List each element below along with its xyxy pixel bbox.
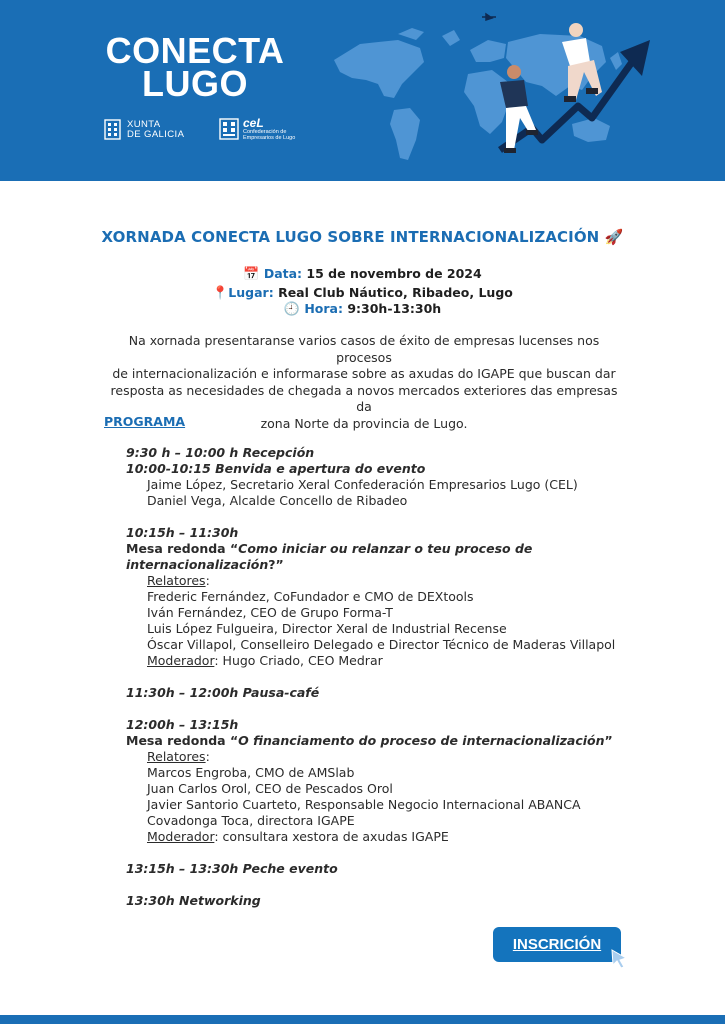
intro-line: resposta as necesidades de chegada a novos mercados exteriores das empresas da bbox=[110, 382, 618, 414]
date-value: 15 de novembro de 2024 bbox=[306, 266, 482, 281]
panel2-moderator: Moderador: consultara xestora de axudas IGAPE bbox=[147, 829, 449, 844]
calendar-icon: 📅 bbox=[243, 267, 260, 282]
panel1-topic-a: Como iniciar ou relanzar o teu proceso de bbox=[238, 541, 533, 556]
event-date bbox=[0, 266, 725, 282]
agenda-speaker: Jaime López, Secretario Xeral Confederación Empresarios Lugo (CEL) bbox=[147, 477, 578, 492]
panel2-prefix: Mesa redonda “ bbox=[126, 733, 239, 748]
agenda-closing: 13:15h – 13:30h Peche evento bbox=[126, 861, 338, 876]
cel-logo-sub2: Empresarios de Lugo bbox=[243, 135, 296, 141]
panel2-moderator-name: consultara xestora de axudas IGAPE bbox=[222, 829, 449, 844]
inscricion-button[interactable]: INSCRICIÓN bbox=[493, 927, 621, 962]
xunta-logo-line2: DE GALICIA bbox=[127, 128, 185, 140]
time-label: Hora: bbox=[304, 301, 343, 316]
footer-bar bbox=[0, 1015, 725, 1024]
agenda-speaker: Covadonga Toca, directora IGAPE bbox=[147, 813, 355, 828]
event-place bbox=[0, 285, 725, 301]
agenda-speaker: Frederic Fernández, CoFundador e CMO de DEXtools bbox=[147, 589, 474, 604]
panel1-prefix: Mesa redonda “ bbox=[126, 541, 239, 556]
agenda-speaker: Juan Carlos Orol, CEO de Pescados Orol bbox=[147, 781, 393, 796]
panel2-topic: O financiamento do proceso de internacionalización bbox=[238, 733, 605, 748]
xunta-emblem-icon bbox=[104, 119, 121, 140]
place-value: Real Club Náutico, Ribadeo, Lugo bbox=[278, 285, 513, 300]
airplane-icon bbox=[482, 14, 496, 20]
relatores-label: Relatores bbox=[147, 749, 206, 764]
brand-title-line1: CONECTA bbox=[105, 30, 285, 71]
agenda-speaker: Luis López Fulgueira, Director Xeral de Industrial Recense bbox=[147, 621, 507, 636]
relatores-label: Relatores bbox=[147, 573, 206, 588]
clock-icon: 🕘 bbox=[283, 302, 300, 317]
brand-title bbox=[100, 30, 290, 104]
cursor-icon bbox=[610, 948, 630, 970]
agenda-speaker: Iván Fernández, CEO de Grupo Forma-T bbox=[147, 605, 393, 620]
cel-logo-sub1: Confederación de bbox=[243, 129, 287, 135]
agenda-welcome: 10:00-10:15 Benvida e apertura do evento bbox=[126, 461, 426, 476]
world-map-illustration bbox=[320, 0, 725, 181]
time-value: 9:30h-13:30h bbox=[347, 301, 442, 316]
programa-link[interactable]: PROGRAMA bbox=[104, 414, 186, 429]
intro-line: zona Norte da provincia de Lugo. bbox=[260, 415, 468, 431]
cel-logo-word: ceL bbox=[243, 116, 264, 130]
panel2-relatores: Relatores: bbox=[147, 749, 210, 764]
panel1-moderator: Moderador: Hugo Criado, CEO Medrar bbox=[147, 653, 383, 668]
event-title bbox=[0, 228, 725, 246]
event-title-text: XORNADA CONECTA LUGO SOBRE INTERNACIONALIZACIÓN bbox=[101, 228, 600, 246]
intro-line: Na xornada presentaranse varios casos de éxito de empresas lucenses nos procesos bbox=[128, 333, 600, 365]
place-label: Lugar: bbox=[228, 285, 274, 300]
agenda-reception: 9:30 h – 10:00 h Recepción bbox=[126, 445, 315, 460]
agenda-speaker: Marcos Engroba, CMO de AMSlab bbox=[147, 765, 355, 780]
agenda bbox=[126, 445, 686, 909]
moderador-label: Moderador bbox=[147, 653, 215, 668]
panel1-moderator-name: Hugo Criado, CEO Medrar bbox=[218, 653, 383, 668]
panel1-relatores: Relatores: bbox=[147, 573, 210, 588]
agenda-coffee-break: 11:30h – 12:00h Pausa-café bbox=[126, 685, 320, 700]
pin-icon: 📍 bbox=[212, 286, 229, 301]
brand-title-line2: LUGO bbox=[142, 63, 248, 104]
agenda-speaker: Daniel Vega, Alcalde Concello de Ribadeo bbox=[147, 493, 408, 508]
cel-logo bbox=[219, 117, 295, 141]
agenda-networking: 13:30h Networking bbox=[126, 893, 261, 908]
agenda-panel2-time: 12:00h – 13:15h bbox=[126, 717, 239, 732]
xunta-logo-line1: XUNTA bbox=[127, 118, 161, 130]
agenda-speaker: Óscar Villapol, Conselleiro Delegado e Director Técnico de Maderas Villapol bbox=[147, 637, 616, 652]
panel1-topic-b: internacionalización bbox=[126, 557, 269, 572]
cel-emblem-icon bbox=[219, 118, 239, 140]
moderador-label: Moderador bbox=[147, 829, 215, 844]
agenda-panel1-title bbox=[126, 541, 686, 557]
xunta-logo bbox=[104, 119, 184, 140]
header-banner bbox=[0, 0, 725, 181]
panel1-suffix: ?” bbox=[268, 557, 284, 572]
agenda-panel1-time: 10:15h – 11:30h bbox=[126, 525, 239, 540]
agenda-panel1-title-cont bbox=[126, 557, 686, 573]
intro-line: de internacionalización e informarase sobre as axudas do IGAPE que buscan dar bbox=[112, 366, 616, 381]
panel2-suffix: ” bbox=[604, 733, 613, 748]
event-time bbox=[0, 301, 725, 317]
agenda-speaker: Javier Santorio Cuarteto, Responsable Negocio Internacional ABANCA bbox=[147, 797, 581, 812]
date-label: Data: bbox=[263, 266, 303, 281]
agenda-panel2-title bbox=[126, 733, 686, 749]
rocket-icon: 🚀 bbox=[604, 228, 624, 246]
